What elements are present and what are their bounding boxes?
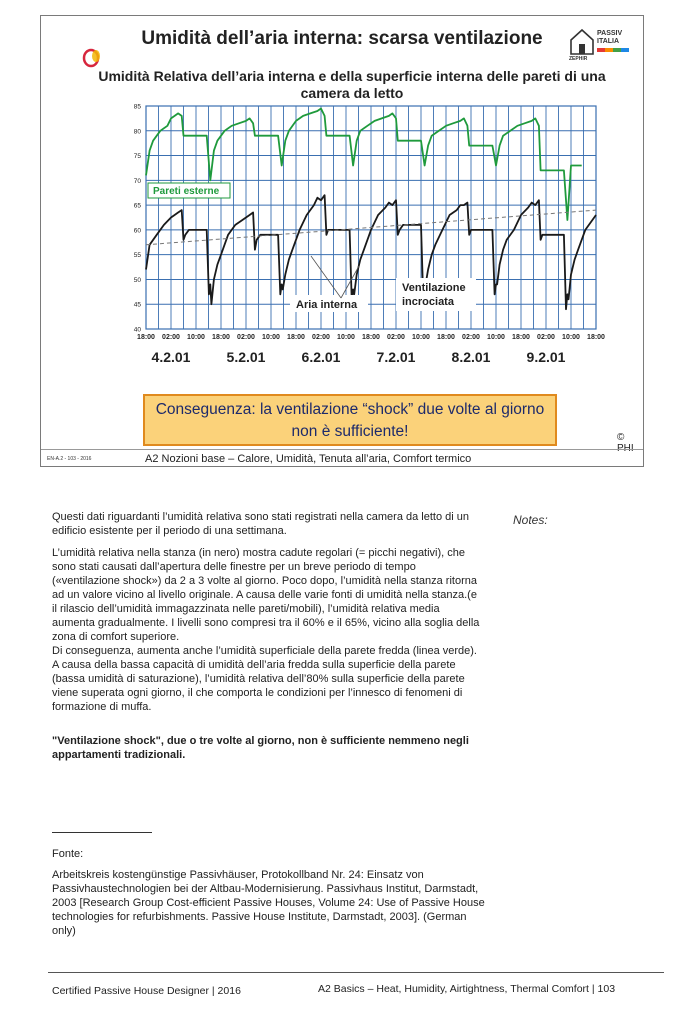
slide-frame: [40, 15, 644, 467]
x-tick-label: 02:00: [312, 334, 330, 341]
date-labels: [152, 349, 566, 365]
annotation-aria: Aria interna: [296, 299, 358, 311]
logo-text-1: PASSIV: [597, 30, 623, 37]
slide-footer-text: A2 Nozioni base – Calore, Umidità, Tenuta all’aria, Comfort termico: [145, 453, 472, 465]
x-tick-label: 10:00: [262, 334, 280, 341]
y-tick-label: 60: [133, 227, 141, 235]
logo-text-sub: ZEPHIR: [569, 56, 588, 62]
annotation-ventilazione: Ventilazione: [402, 282, 466, 294]
x-tick-label: 18:00: [287, 334, 305, 341]
humidity-chart: [41, 16, 643, 386]
x-axis-ticks: [137, 334, 605, 341]
y-tick-label: 45: [133, 301, 141, 309]
y-tick-label: 70: [133, 177, 141, 185]
date-label: 6.2.01: [301, 349, 341, 365]
x-tick-label: 02:00: [387, 334, 405, 341]
date-label: 8.2.01: [451, 349, 491, 365]
date-label: 5.2.01: [226, 349, 266, 365]
y-tick-label: 75: [133, 153, 141, 161]
y-tick-label: 85: [133, 103, 141, 111]
x-tick-label: 10:00: [487, 334, 505, 341]
y-tick-label: 40: [133, 326, 141, 334]
x-tick-label: 18:00: [137, 334, 155, 341]
paragraph-3: Di conseguenza, aumenta anche l’umidità superficiale della parete fredda (linea verde). A causa della bassa capacità di umidità dell’aria fredda sulla superficie della parete (bassa umidità di saturazione), l’umidità relativa dell’80% sulla superficie della parete viene superata ogni giorno, il che comporta le condizioni per l’innesco di fenomeni di formazione di muffa.: [52, 645, 477, 713]
series-line-pareti: [146, 109, 582, 221]
x-tick-label: 02:00: [537, 334, 555, 341]
y-axis-ticks: [134, 104, 142, 334]
x-tick-label: 10:00: [412, 334, 430, 341]
annotation-pointer: [311, 256, 341, 298]
x-tick-label: 18:00: [512, 334, 530, 341]
annotation-incrociata: incrociata: [402, 296, 454, 308]
notes-label: Notes:: [513, 513, 548, 527]
slide-footer-code: EN-A.2 - 103 - 2016: [47, 456, 92, 462]
date-label: 9.2.01: [526, 349, 566, 365]
bold-statement: "Ventilazione shock", due o tre volte al giorno, non è sufficiente nemmeno negli appartamenti tradizionali.: [52, 735, 469, 761]
x-tick-label: 10:00: [187, 334, 205, 341]
copyright: ©: [617, 432, 625, 443]
x-tick-label: 10:00: [337, 334, 355, 341]
x-tick-label: 18:00: [437, 334, 455, 341]
body-text: [52, 510, 482, 770]
y-tick-label: 65: [133, 202, 141, 210]
chart-annotations: [148, 183, 476, 312]
source-text: Arbeitskreis kostengünstige Passivhäuser, Protokollband Nr. 24: Einsatz von Passivhaustechnologien bei der Altbau-Modernisierung. Passivhaus Institut, Darmstadt, 2003 [Research Group Cost-efficient Passive Houses, Volume 24: Use of Passive House technologies for refurbishments. Passive House Institute, Darmstadt, 2003]. (German only): [52, 869, 485, 937]
x-tick-label: 02:00: [462, 334, 480, 341]
source-label: Fonte:: [52, 848, 84, 860]
x-tick-label: 02:00: [237, 334, 255, 341]
x-tick-label: 18:00: [212, 334, 230, 341]
page-footer-divider: [48, 972, 664, 973]
paragraph-2: L’umidità relativa nella stanza (in nero) mostra cadute regolari (= picchi negativi), che sono stati causati dall’apertura delle finestre per un breve periodo di tempo («ventilazione shock») da 2 a 3 volte al giorno. Poco dopo, l’umidità nella stanza ritorna ad un valore vicino al livello originale. A causa delle varie fonti di umidità nella stanza.(e il rilascio dell’umidità immagazzinata nelle pareti/mobili), l’umidità relativa media aumenta gradualmente. I livelli sono compresi tra il 60% e il 65%, vicino alla soglia della zona di comfort superiore.: [52, 547, 480, 643]
slide-footer-divider: [41, 449, 643, 450]
page-footer-left: Certified Passive House Designer | 2016: [52, 985, 241, 997]
page-footer-right: A2 Basics – Heat, Humidity, Airtightness, Thermal Comfort | 103: [318, 983, 616, 995]
annotation-pareti: Pareti esterne: [153, 186, 220, 197]
slide-title: Umidità dell’aria interna: scarsa ventilazione: [141, 28, 543, 49]
x-tick-label: 02:00: [162, 334, 180, 341]
x-tick-label: 18:00: [362, 334, 380, 341]
x-tick-label: 10:00: [562, 334, 580, 341]
paragraph-1: Questi dati riguardanti l’umidità relativa sono stati registrati nella camera da letto di un edificio esistente per il periodo di una settimana.: [52, 511, 469, 537]
chart-title: Umidità Relativa dell’aria interna e della superficie interna delle pareti di una camera da letto: [98, 68, 606, 101]
conclusion-box: Conseguenza: la ventilazione “shock” due volte al giorno non è sufficiente!: [143, 394, 557, 446]
y-tick-label: 50: [133, 276, 141, 284]
date-label: 4.2.01: [151, 349, 191, 365]
date-label: 7.2.01: [376, 349, 416, 365]
logo-text-2: ITALIA: [597, 38, 620, 45]
y-tick-label: 80: [133, 128, 141, 136]
y-tick-label: 55: [133, 252, 141, 260]
chart-grid: [146, 106, 596, 329]
x-tick-label: 18:00: [587, 334, 605, 341]
source-divider: [52, 832, 152, 833]
